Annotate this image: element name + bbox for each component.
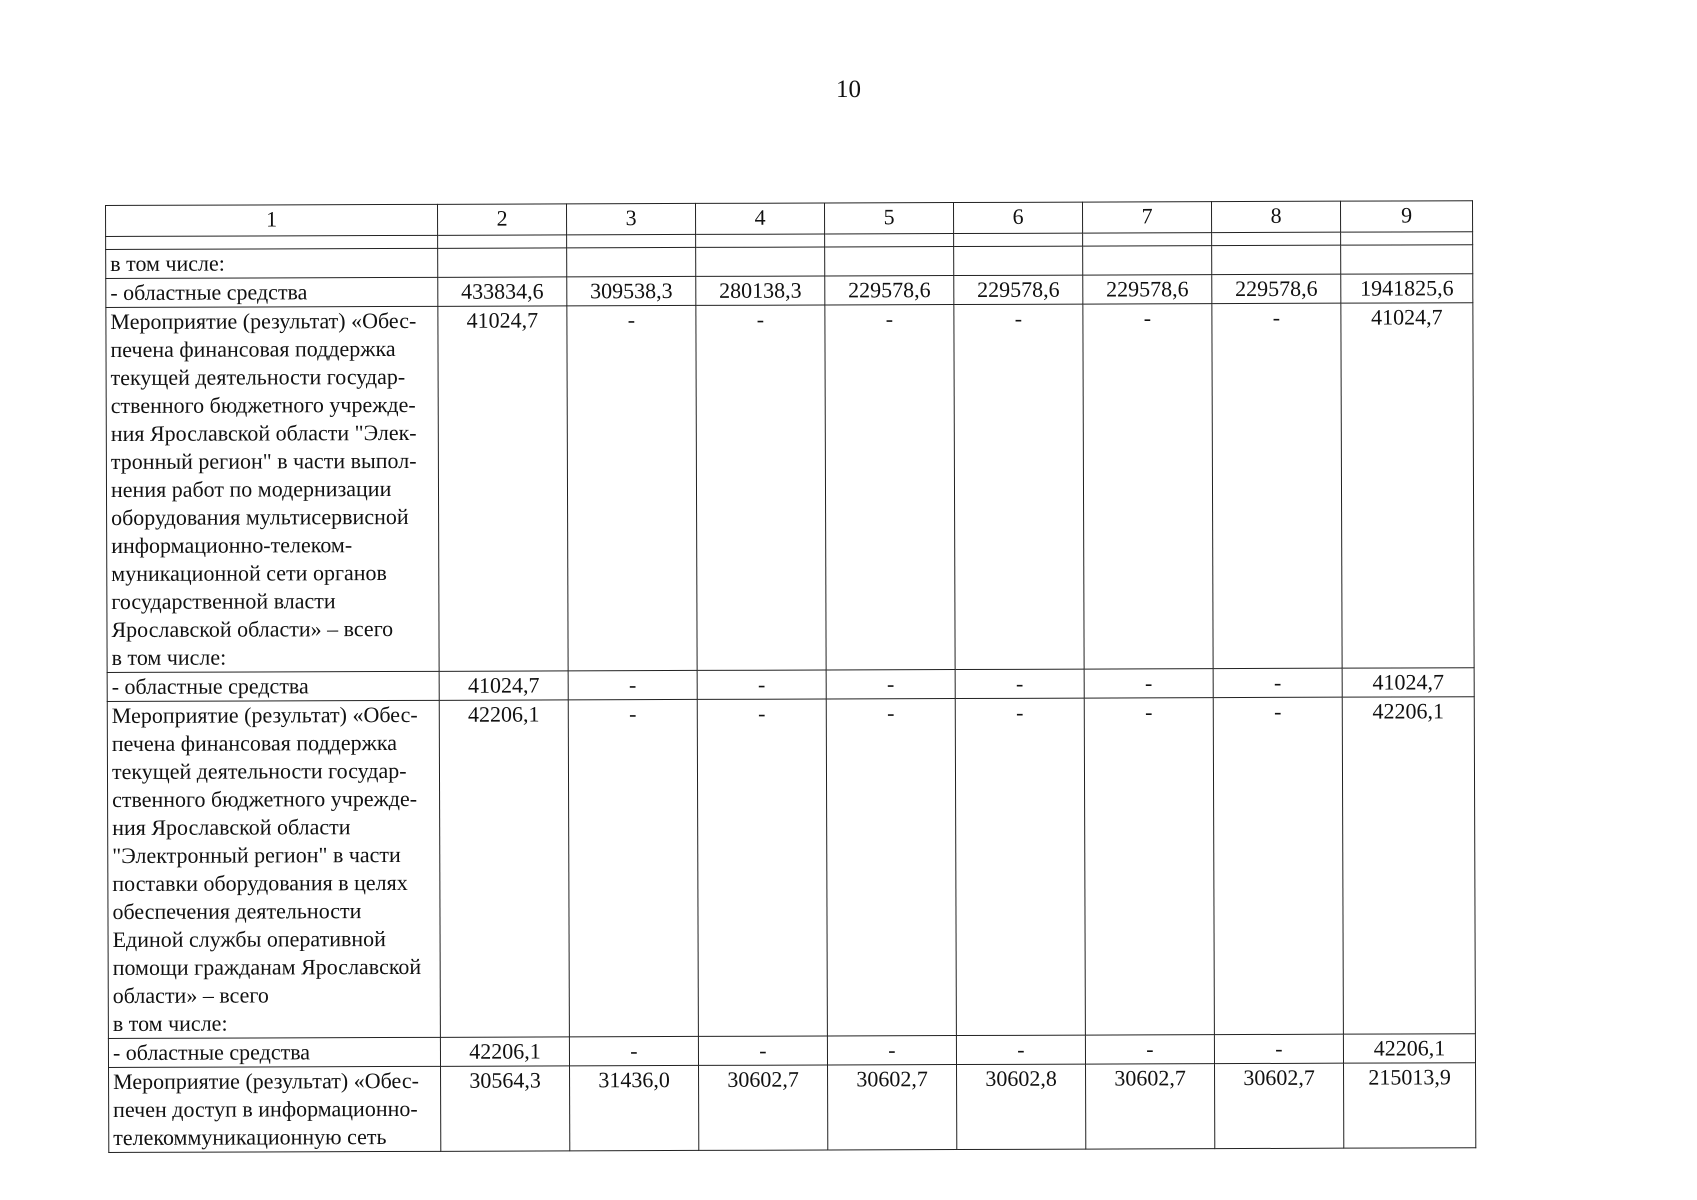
description-line: оборудования мультисервисной [111,503,409,530]
description-line: поставки оборудования в целях [112,869,408,896]
value-cell: 42206,1 [440,1037,569,1066]
value-cell: 42206,1 [1342,697,1475,1034]
value-cell: 30564,3 [441,1066,570,1151]
description-line: государственной власти [111,588,336,614]
spacer-cell [1341,232,1473,245]
description-line: ственного бюджетного учрежде- [112,785,418,812]
value-cell: 30602,7 [699,1065,828,1150]
value-cell: - [568,670,697,699]
spacer-cell [106,235,438,249]
row-label-cell: - областные средства [107,671,439,701]
value-cell: - [825,305,955,670]
value-cell: - [955,669,1084,698]
value-cell: 42206,1 [439,700,569,1037]
budget-table-wrapper [105,200,1476,1153]
description-line: тронный регион" в части выпол- [110,447,417,474]
value-cell: - [826,670,955,699]
description-line: Единой службы оперативной [112,926,386,952]
value-cell: 280138,3 [696,276,825,305]
value-cell: 309538,3 [567,276,696,305]
table-row [107,668,1474,702]
value-cell: - [956,1035,1085,1064]
description-line: печен доступ в информационно- [113,1095,418,1122]
value-cell: 229578,6 [1083,275,1212,304]
page-number: 10 [836,76,861,103]
value-cell: 41024,7 [1342,668,1474,697]
value-cell: 41024,7 [1341,303,1474,668]
value-cell: - [1084,698,1214,1035]
column-number-cell: 1 [106,204,438,236]
description-line: ния Ярославской области [112,814,351,840]
column-number-cell: 4 [695,203,824,234]
value-cell: - [955,698,1085,1035]
spacer-cell [825,234,954,247]
value-cell: - [1084,669,1213,698]
description-line: "Электронный регион" в части [112,841,401,868]
value-cell: 433834,6 [438,277,567,306]
value-cell: - [826,699,956,1036]
row-label-cell: - областные средства [108,1037,440,1067]
row-label-cell: в том числе: [106,248,438,278]
spacer-cell [1212,232,1341,245]
value-cell: - [827,1036,956,1065]
table-row [106,245,1473,279]
value-cell: 30602,7 [1215,1063,1344,1148]
column-number-cell: 7 [1082,202,1211,233]
measure-description-cell [107,700,440,1038]
value-cell: 1941825,6 [1341,274,1473,303]
description-line: в том числе: [112,1010,228,1036]
value-cell: - [1083,304,1213,669]
measure-description-cell [106,306,439,672]
description-line: обеспечения деятельности [112,898,362,924]
description-line: печена финансовая поддержка [111,729,397,756]
row-label-cell: - областные средства [106,277,438,307]
value-cell [825,247,954,276]
value-cell: 30602,7 [828,1065,957,1150]
description-line: области» – всего [112,982,269,1008]
description-line: в том числе: [111,644,227,670]
budget-table [105,200,1476,1153]
value-cell: - [1212,303,1342,668]
description-line: Мероприятие (результат) «Обес- [111,701,418,728]
value-cell: 30602,8 [957,1064,1086,1149]
value-cell: - [698,1036,827,1065]
spacer-cell [567,234,696,247]
value-cell [954,246,1083,275]
value-cell: - [697,699,827,1036]
value-cell: 31436,0 [570,1065,699,1150]
description-line: телекоммуникационную сеть [113,1124,387,1150]
value-cell: - [1085,1035,1214,1064]
value-cell: 42206,1 [1343,1034,1475,1063]
measure-row [106,303,1474,673]
description-line: Ярославской области» – всего [111,615,394,642]
description-line: нения работ по модернизации [110,476,392,502]
value-cell [696,247,825,276]
value-cell: - [954,304,1084,669]
description-line: Мероприятие (результат) «Обес- [110,307,417,334]
value-cell: - [567,305,697,670]
value-cell [1212,245,1341,274]
value-cell: - [1213,697,1343,1034]
column-number-row [106,201,1473,237]
description-line: муникационной сети органов [111,560,387,586]
spacer-cell [696,234,825,247]
column-number-cell: 8 [1211,201,1340,232]
description-line: ственного бюджетного учрежде- [110,391,416,418]
value-cell: 215013,9 [1344,1063,1476,1148]
spacer-cell [1083,233,1212,246]
value-cell: - [569,1036,698,1065]
measure-row [107,697,1475,1039]
table-row [106,274,1473,308]
measure-row [109,1063,1476,1153]
value-cell: 41024,7 [439,671,568,700]
description-line: текущей деятельности государ- [110,363,406,390]
value-cell: 229578,6 [954,275,1083,304]
column-number-cell: 5 [824,203,953,234]
table-row [108,1034,1475,1068]
description-line: печена финансовая поддержка [110,335,396,362]
description-line: информационно-телеком- [111,532,353,558]
value-cell: - [568,699,698,1036]
description-line: ния Ярославской области "Элек- [110,419,417,446]
value-cell: 41024,7 [438,306,568,671]
value-cell [567,247,696,276]
description-line: Мероприятие (результат) «Обес- [113,1067,419,1094]
value-cell [1341,245,1473,274]
column-number-cell: 9 [1340,201,1472,232]
measure-description-cell [109,1066,441,1152]
value-cell: - [697,670,826,699]
spacer-cell [438,235,567,248]
value-cell: 229578,6 [825,276,954,305]
description-line: помощи гражданам Ярославской [112,953,422,980]
value-cell: - [1213,668,1342,697]
column-number-cell: 6 [953,202,1082,233]
value-cell: - [1214,1034,1343,1063]
description-line: текущей деятельности государ- [111,757,407,784]
value-cell [1083,246,1212,275]
value-cell: - [696,305,826,670]
value-cell [438,248,567,277]
spacer-cell [954,233,1083,246]
value-cell: 30602,7 [1086,1064,1215,1149]
value-cell: 229578,6 [1212,274,1341,303]
column-number-cell: 2 [437,204,566,235]
column-number-cell: 3 [566,203,695,234]
